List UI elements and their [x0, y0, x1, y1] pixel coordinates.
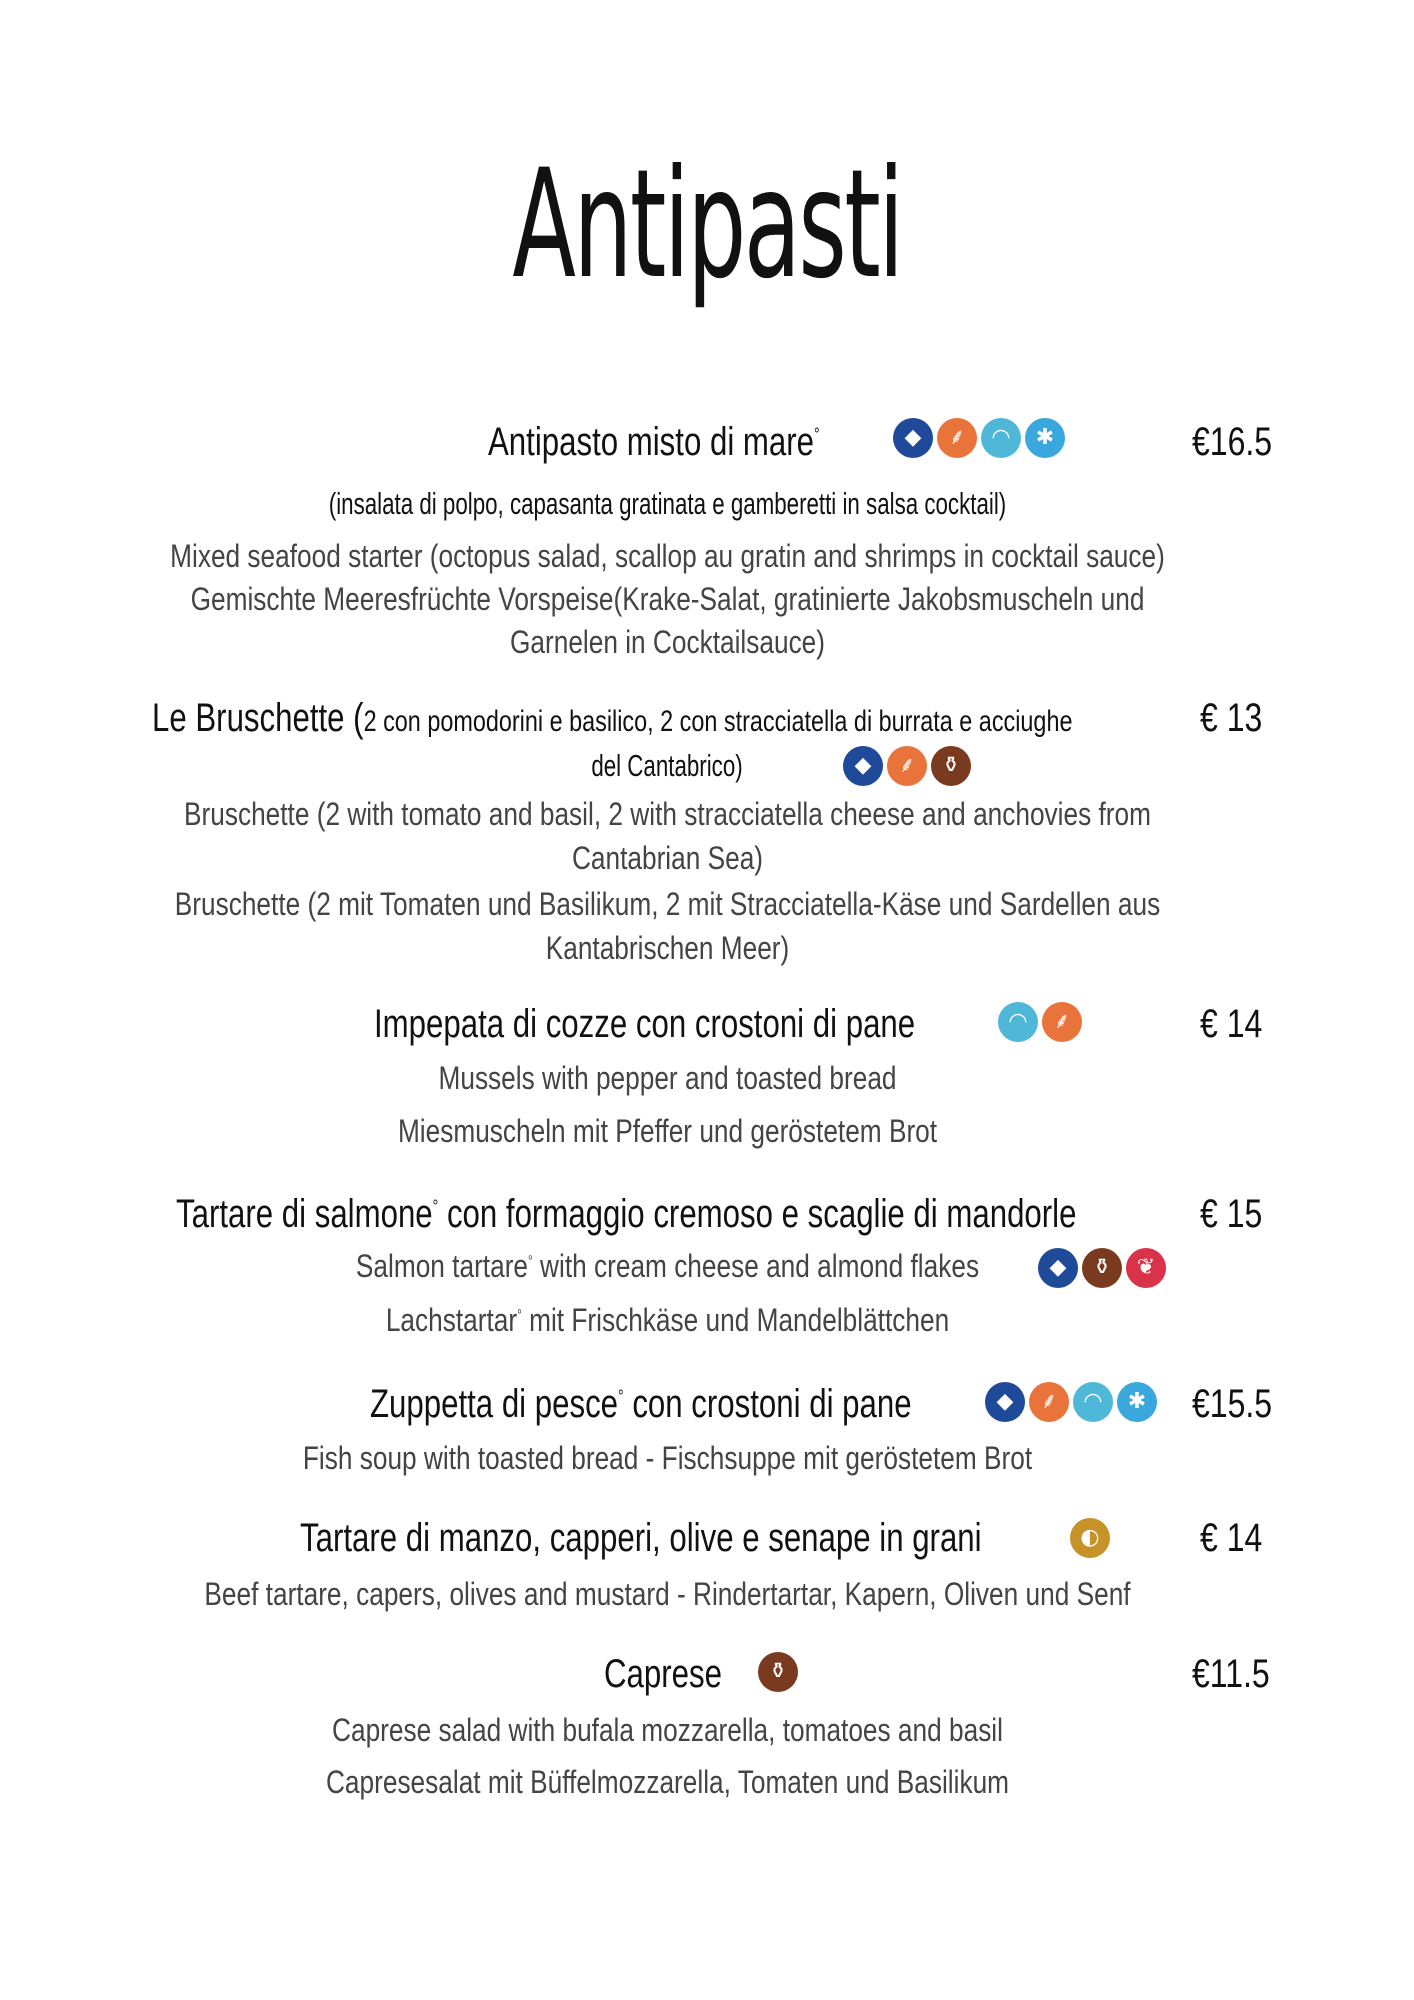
item-2-desc-de-2: Kantabrischen Meer) [545, 930, 790, 966]
item-4-price: € 15 [1200, 1192, 1263, 1236]
mustard-icon: ◐ [1070, 1518, 1110, 1558]
nuts-icon: ❦ [1126, 1248, 1166, 1288]
item-3-desc-de: Miesmuscheln mit Pfeffer und geröstetem Brot [397, 1113, 938, 1149]
mollusc-icon: ◠ [1073, 1382, 1113, 1422]
fish-icon: ◆ [893, 418, 933, 458]
item-3-name: Impepata di cozze con crostoni di pane [374, 1002, 916, 1046]
page-title: Antipasti [512, 138, 902, 312]
fish-icon: ◆ [985, 1382, 1025, 1422]
mollusc-icon: ◠ [998, 1002, 1038, 1042]
milk-icon: ⚱ [931, 746, 971, 786]
item-3-price: € 14 [1200, 1002, 1263, 1046]
item-7-name: Caprese [604, 1652, 722, 1696]
item-2-desc-en-2: Cantabrian Sea) [571, 840, 764, 876]
item-1-allergens [893, 418, 1065, 458]
item-7-desc-de: Capresesalat mit Büffelmozzarella, Tomaten und Basilikum [325, 1764, 1010, 1800]
item-2-desc-de: Bruschette (2 mit Tomaten und Basilikum, 2 mit Stracciatella-Käse und Sardellen aus [174, 886, 1161, 922]
gluten-icon: ⸙ [1029, 1382, 1069, 1422]
item-5-name: Zuppetta di pesce° con crostoni di pane [370, 1382, 912, 1426]
item-7-desc-en: Caprese salad with bufala mozzarella, tomatoes and basil [332, 1712, 1003, 1748]
gluten-icon: ⸙ [887, 746, 927, 786]
gluten-icon: ⸙ [1042, 1002, 1082, 1042]
item-1-price: €16.5 [1192, 420, 1273, 464]
item-4-name: Tartare di salmone° con formaggio cremoso e scaglie di mandorle [176, 1192, 1077, 1236]
item-5-desc: Fish soup with toasted bread - Fischsuppe mit geröstetem Brot [302, 1440, 1033, 1476]
fish-icon: ◆ [1038, 1248, 1078, 1288]
item-1-name: Antipasto misto di mare° [488, 420, 820, 464]
fish-icon: ◆ [843, 746, 883, 786]
item-6-name: Tartare di manzo, capperi, olive e senape in grani [300, 1516, 982, 1560]
item-3-desc-en: Mussels with pepper and toasted bread [438, 1060, 897, 1096]
item-3-allergens [998, 1002, 1082, 1042]
crustacean-icon: ✱ [1025, 418, 1065, 458]
item-1-subtitle: (insalata di polpo, capasanta gratinata e gamberetti in salsa cocktail) [328, 486, 1007, 521]
item-2-name: Le Bruschette (2 con pomodorini e basilico, 2 con stracciatella di burrata e acciughe [152, 696, 1073, 740]
item-1-desc-de: Gemischte Meeresfrüchte Vorspeise(Krake-Salat, gratinierte Jakobsmuscheln und [190, 581, 1145, 617]
crustacean-icon: ✱ [1117, 1382, 1157, 1422]
item-1-desc-de-2: Garnelen in Cocktailsauce) [509, 624, 826, 660]
item-4-desc-en: Salmon tartare° with cream cheese and almond flakes [355, 1248, 980, 1284]
item-4-desc-de: Lachstartar° mit Frischkäse und Mandelblättchen [385, 1302, 950, 1338]
item-5-allergens [985, 1382, 1157, 1422]
item-2-desc-en: Bruschette (2 with tomato and basil, 2 with stracciatella cheese and anchovies from [183, 796, 1151, 832]
item-1-desc-en: Mixed seafood starter (octopus salad, scallop au gratin and shrimps in cocktail sauce) [170, 538, 1165, 574]
item-2-allergens [843, 746, 971, 786]
item-2-price: € 13 [1200, 696, 1263, 740]
item-6-allergens [1070, 1518, 1110, 1558]
item-5-price: €15.5 [1192, 1382, 1273, 1426]
milk-icon: ⚱ [1082, 1248, 1122, 1288]
gluten-icon: ⸙ [937, 418, 977, 458]
item-6-price: € 14 [1200, 1516, 1263, 1560]
item-7-allergens [758, 1652, 798, 1692]
item-2-name-cont: del Cantabrico) [591, 748, 743, 783]
item-6-desc: Beef tartare, capers, olives and mustard - Rindertartar, Kapern, Oliven und Senf [204, 1576, 1131, 1612]
item-7-price: €11.5 [1192, 1652, 1270, 1696]
milk-icon: ⚱ [758, 1652, 798, 1692]
item-4-allergens [1038, 1248, 1166, 1288]
mollusc-icon: ◠ [981, 418, 1021, 458]
